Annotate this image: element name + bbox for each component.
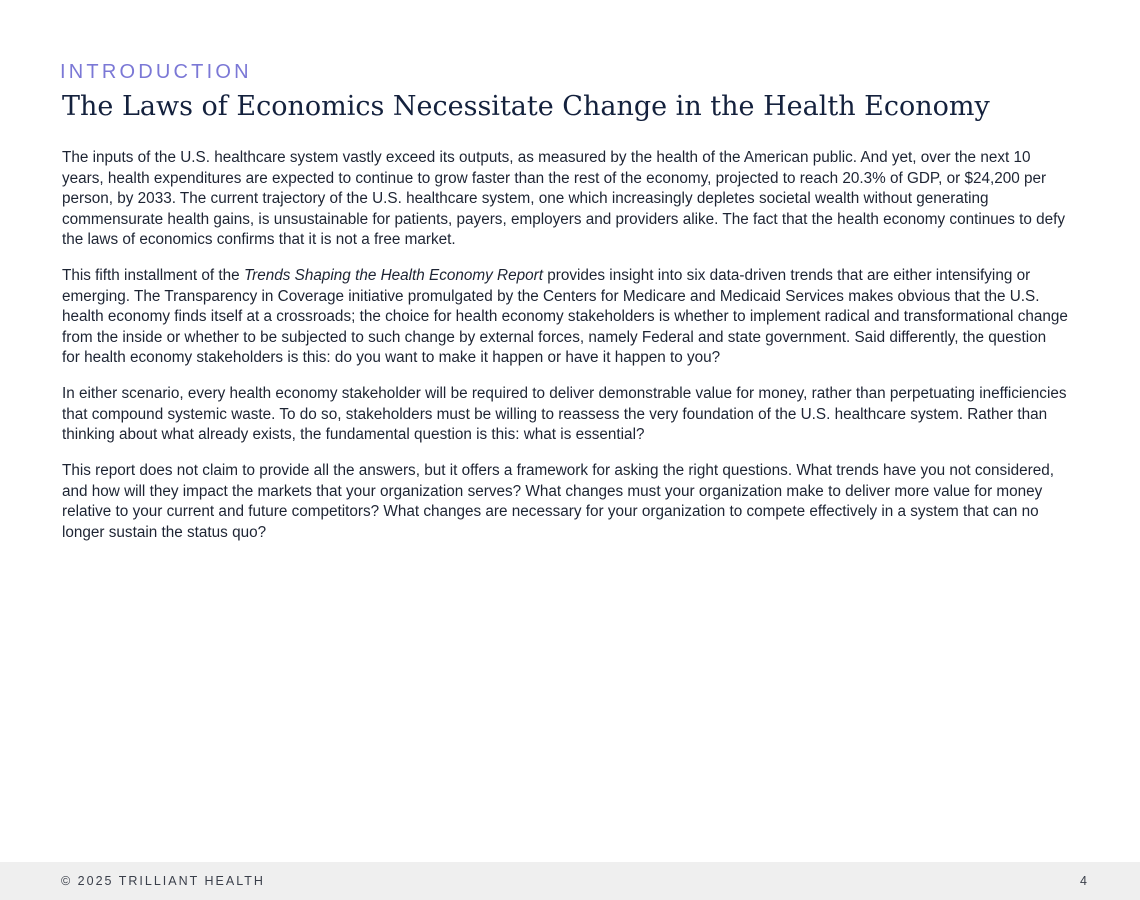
paragraph-3: In either scenario, every health economy stakeholder will be required to deliver demonstrable value for money, rather than perpetuating inefficiencies that compound systemic waste. To do so, stakeholders must be willing to reassess the very foundation of the U.S. healthcare system. Rather than thinking about what already exists, the fundamental question is this: what is essential? <box>62 385 1067 443</box>
section-eyebrow: INTRODUCTION <box>60 61 252 83</box>
paragraph-2 <box>62 266 1068 369</box>
page-title: The Laws of Economics Necessitate Change in the Health Economy <box>62 91 990 122</box>
body-text <box>62 148 1068 559</box>
paragraph-1: The inputs of the U.S. healthcare system vastly exceed its outputs, as measured by the health of the American public. And yet, over the next 10 years, health expenditures are expected to continue to grow faster than the rest of the economy, projected to reach 20.3% of GDP, or $24,200 per person, by 2033. The current trajectory of the U.S. healthcare system, one which increasingly depletes societal wealth without generating commensurate health gains, is unsustainable for patients, payers, employers and providers alike. The fact that the health economy continues to defy the laws of economics confirms that it is not a free market. <box>62 149 1066 248</box>
paragraph-2-rest: provides insight into six data-driven trends that are either intensifying or emerging. The Transparency in Coverage initiative promulgated by the Centers for Medicare and Medicaid Services makes obvious that the U.S. health economy finds itself at a crossroads; the choice for health economy stakeholders is whether to implement radical and transformational change from the inside or whether to be subjected to such change by external forces, namely Federal and state government. Said differently, the question for health economy stakeholders is this: do you want to make it happen or have it happen to you? <box>62 267 1068 366</box>
paragraph-2-lead: This fifth installment of the <box>62 267 244 284</box>
page-footer <box>0 862 1140 900</box>
paragraph-4: This report does not claim to provide all the answers, but it offers a framework for asking the right questions. What trends have you not considered, and how will they impact the markets that your organization serves? What changes must your organization make to deliver more value for money relative to your current and future competitors? What changes are necessary for your organization to compete effectively in a system that can no longer sustain the status quo? <box>62 462 1054 541</box>
footer-copyright: © 2025 TRILLIANT HEALTH <box>61 874 265 888</box>
report-title-italic: Trends Shaping the Health Economy Report <box>243 267 543 284</box>
page-number: 4 <box>1080 874 1087 888</box>
